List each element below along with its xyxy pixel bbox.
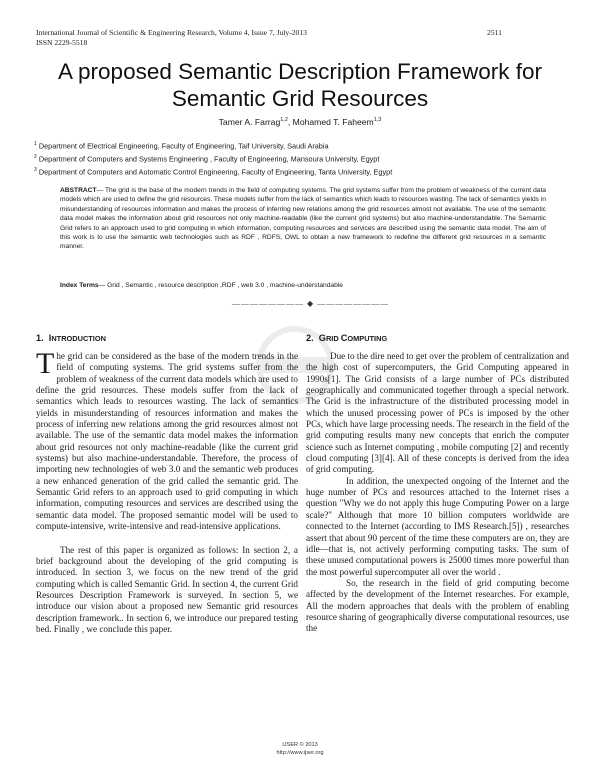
- title-line-2: Semantic Grid Resources: [171, 86, 429, 111]
- affiliation-3: $^3$ Department of Computers and Automatic Control Engineering, Faculty of Engineering, Tanta University, Egypt: [34, 167, 393, 177]
- column-right: [306, 351, 569, 635]
- abstract: [60, 186, 546, 252]
- index-terms-label: Index Terms: [60, 282, 99, 289]
- section-divider: ———————— ◆ ————————: [232, 299, 390, 308]
- author-2: Mohamed T. Faheem: [292, 117, 374, 127]
- column-left: [36, 347, 298, 635]
- affiliation-1: $^1$ Department of Electrical Engineering, Faculty of Engineering, Taif University, Saudi Arabia: [34, 141, 329, 151]
- paper-title: [20, 58, 580, 112]
- intro-paragraph-1: The grid can be considered as the base of the modern trends in the field of computing systems. The grid systems suffer from the problem of weakness of the current data models which are used to define the grid resources. These models suffer from the lack of semantics which leads to resources wasting. The lack of semantics yields in misunderstanding of resources information and makes the process of inferring new relations among the grid resources almost not available. The use of the semantic data model makes the information about grid resources not only machine-readable (like the current grid systems) but also machine-understandable. Therefore, the process of importing new technologies of web 3.0 and the semantic web produces a new enhanced generation of the grid called the semantic grid. The Semantic Grid refers to an approach used to grid computing in which information, computing resources and services are described using the semantic data model. The proposed semantic model will be used to compute-intensive, write-intensive and read-intensive applications.: [36, 347, 298, 532]
- footer-copyright: IJSER © 2013: [282, 742, 318, 748]
- title-line-1: A proposed Semantic Description Framework for: [58, 59, 542, 84]
- abstract-text: — The grid is the base of the modern trends in the field of computing systems. The grid systems suffer from the problem of weakness of the current data models which are used to define the grid resources. These models suffer from the lack of semantics which leads to resources wasting. The lack of semantics yields in misunderstanding of resources information and makes the process of inferring new relations among the grid resources almost not available. The use of the semantic data model makes the information about grid resources not only machine-readable (like the current grid systems) but also machine-understandable. The Semantic Grid refers to an approach used to grid computing in which information, computing resources and services are described using the semantic data model. The aim of this work is to use the semantic web technologies such as RDF , RDFS, OWL to obtain a new framework to redefine the different grid resources in a semantic manner.: [60, 187, 546, 251]
- section-1-heading: 1. INTRODUCTION: [36, 333, 106, 343]
- grid-paragraph-2: In addition, the unexpected ongoing of the Internet and the huge number of PCs and resources attached to the Internet rises a question "Why we do not apply this huge Computing Power on a large scale?" Although that more 10 billion computers worldwide are connected to the Internet (according to IMS Research.[5]) , researches assert that about 90 percent of the time these computers are on, they are idle—that is, not actively performing computing tasks. The sum of these unused computational powers is 25000 times more powerful than the most powerful supercomputer all over the world .: [306, 475, 569, 577]
- intro-paragraph-2: The rest of this paper is organized as follows: In section 2, a brief background about the developing of the grid computing is introduced. In section 3, we focus on the new trend of the grid computing which is called Semantic Grid. In section 4, the current Grid Resources Description Framework is surveyed. In section 5, we introduce our vision about a proposed new Semantic grid resources description framework.. In section 6, we introduce our prepared testing bed. Finally , we conclude this paper.: [36, 544, 298, 634]
- index-terms: [60, 281, 546, 290]
- grid-paragraph-1: Due to the dire need to get over the problem of centralization and the high cost of supercomputers, the Grid Computing appeared in 1990s[1]. The Grid consists of a large number of PCs distributed geographically and communicated together through a special network. The Grid is the infrastructure of the distributed processing model in which the unused processing power of PCs is imposed by the other PCs, which have large processing needs. The research in the field of the grid computing results many new concepts that enrich the computer science such as Internet computing , mobile computing [2] and recently cloud computing [3][4]. All of these concepts is derived from the idea of grid computing.: [306, 351, 569, 475]
- page-number: 2511: [487, 28, 502, 37]
- author-2-sup: 1,3: [373, 117, 382, 124]
- footer-url: http://www.ijser.org: [276, 750, 324, 756]
- abstract-label: ABSTRACT: [60, 187, 97, 194]
- grid-paragraph-3: So, the research in the field of grid computing become affected by the development of the Internet researches. For example, All the modern approaches that deals with the problem of enabling resource sharing of geographically diverse computational resources, use the: [306, 577, 570, 634]
- author-1-sup: 1,2: [280, 117, 288, 124]
- journal-header: International Journal of Scientific & Engineering Research, Volume 4, Issue 7, July-2013: [36, 28, 307, 37]
- section-2-heading: 2. GRID COMPUTING: [306, 333, 388, 343]
- authors: Tamer A. Farrag$^{1,2}$, Mohamed T. Faheem$^{1,3}$: [218, 117, 382, 127]
- author-1: Tamer A. Farrag: [218, 117, 281, 127]
- index-terms-text: — Grid , Semantic , resource description ,RDF , web 3.0 , machine-understandable: [98, 282, 343, 289]
- affiliation-2: $^2$ Department of Computers and Systems Engineering , Faculty of Engineering, Mansoura University, Egypt: [34, 154, 380, 164]
- drop-cap: T: [36, 347, 55, 380]
- issn: ISSN 2229-5518: [36, 38, 88, 47]
